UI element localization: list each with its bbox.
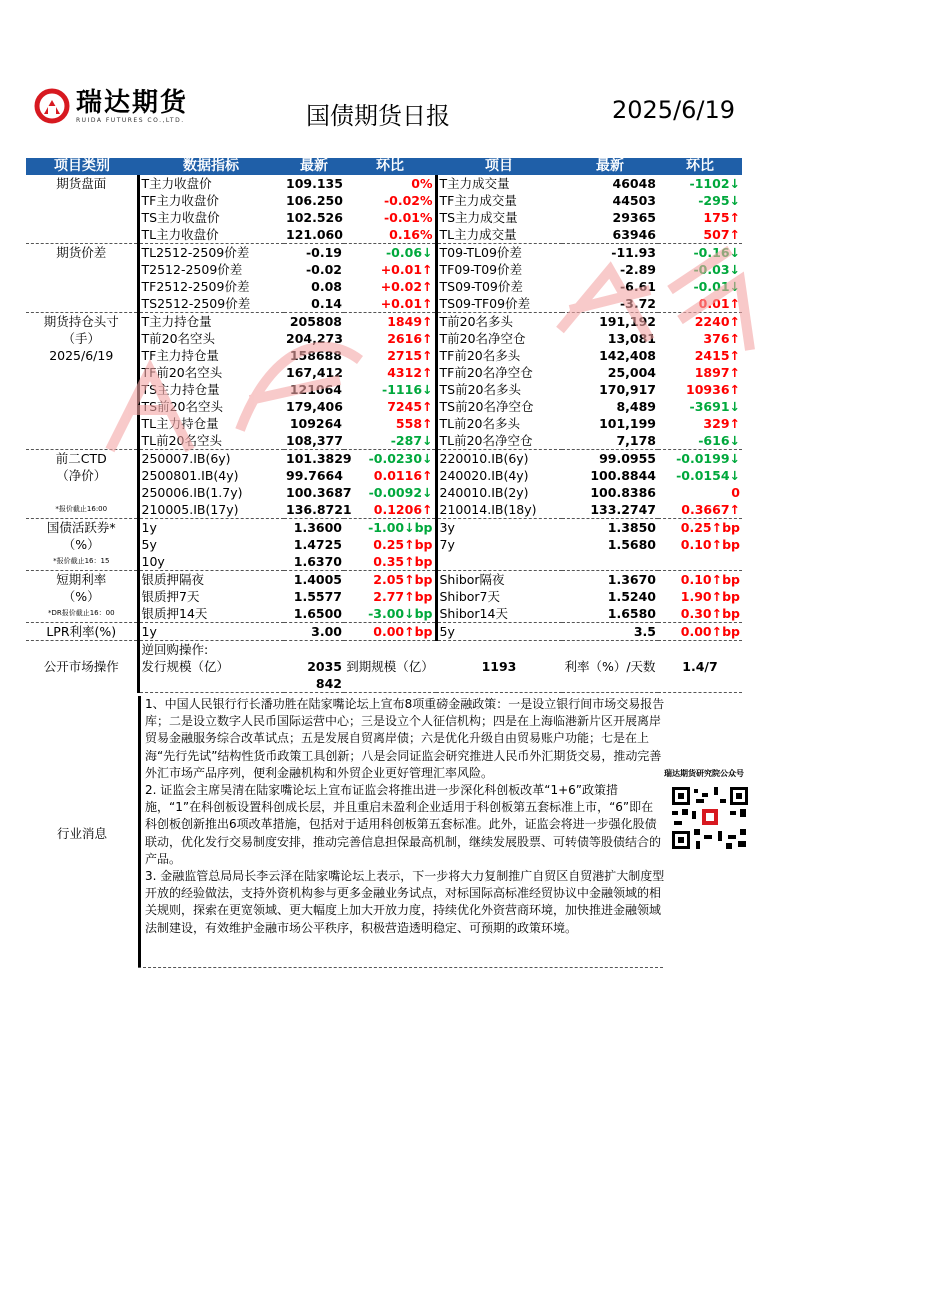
item-value: 170,917 [599, 382, 656, 397]
indicator-value: 1.4005 [293, 572, 342, 587]
indicator-change: -0.02% [383, 193, 433, 208]
header-indicator: 数据指标 [138, 158, 284, 175]
indicator-change: +0.01↑ [344, 295, 436, 313]
indicator-change: -287↓ [344, 432, 436, 450]
item-name: Shibor14天 [436, 605, 562, 623]
category-label: 公开市场操作 [43, 659, 119, 675]
table-row [26, 484, 742, 501]
indicator-change: 4312↑ [387, 365, 433, 380]
header-change-2: 环比 [658, 158, 742, 175]
indicator-name: TF前20名空头 [138, 364, 284, 381]
item-name: Shibor隔夜 [436, 571, 562, 589]
net-value: 842 [284, 675, 344, 693]
indicator-name: T主力收盘价 [138, 175, 284, 192]
table-row [26, 415, 742, 432]
indicator-change: 0.0116↑ [373, 468, 433, 483]
item-name: T主力成交量 [436, 175, 562, 192]
indicator-value: 109264 [289, 416, 342, 431]
item-change: 1897↑ [694, 365, 740, 380]
table-row [26, 261, 742, 278]
header-latest: 最新 [284, 158, 344, 175]
category-label: 短期利率 [56, 572, 107, 587]
indicator-value: 121064 [289, 382, 342, 397]
item-name: TF09-T09价差 [436, 261, 562, 278]
table-row [26, 571, 742, 589]
item-value: -2.89 [619, 262, 656, 277]
indicator-value: -0.19 [305, 245, 342, 260]
table-row [26, 398, 742, 415]
indicator-name: TS前20名空头 [138, 398, 284, 415]
category-label: 期货持仓头寸 [43, 314, 119, 329]
news-paragraph: 2. 证监会主席吴清在陆家嘴论坛上宣布证监会将推出进一步深化科创板改革“1+6”政策措施，“1”在科创板设置科创成长层，并且重启未盈利企业适用于科创板第五套标准上市，“6”即在科创板创新推出6项改革措施，包括对于适用科创板第五套标准。此外，证监会将进一步强化股债联动，优化发行交易制度安排，推动完善信息担保最高机制，继续发展股票、可转债等股债结合的产品。 [145, 783, 662, 866]
item-name: 210014.IB(18y) [436, 501, 562, 519]
header-change: 环比 [344, 158, 436, 175]
table-row [26, 175, 742, 192]
item-change [658, 553, 742, 571]
item-change: -0.0154↓ [676, 468, 740, 483]
item-name: T前20名多头 [436, 313, 562, 331]
item-change: -0.01↓ [693, 279, 740, 294]
header-latest-2: 最新 [562, 158, 658, 175]
category-cell [26, 415, 138, 432]
category-label: 国债活跃券* [46, 520, 116, 535]
item-change: 329↑ [703, 416, 740, 431]
item-change: 2415↑ [694, 348, 740, 363]
indicator-change: -1.00↓bp [368, 520, 433, 535]
category-cell [26, 484, 138, 501]
qr-code-icon [670, 785, 750, 851]
item-value: 44503 [612, 193, 656, 208]
rate-label: 利率（%）/天数 [564, 659, 656, 674]
table-row [26, 450, 742, 468]
item-value: -11.93 [611, 245, 656, 260]
indicator-name: T主力持仓量 [138, 313, 284, 331]
category-cell [26, 226, 138, 244]
table-row [26, 501, 742, 519]
item-change: -0.03↓ [693, 262, 740, 277]
item-name: 240010.IB(2y) [436, 484, 562, 501]
maturity-label: 到期规模（亿） [346, 659, 434, 674]
table-row [26, 192, 742, 209]
reverse-repo-title: 逆回购操作: [138, 641, 742, 659]
table-row [26, 623, 742, 641]
item-value: 7,178 [562, 432, 658, 450]
header-category: 项目类别 [26, 158, 138, 175]
indicator-change: 0.35↑bp [344, 553, 436, 571]
category-cell [26, 278, 138, 295]
item-value: 1.3850 [607, 520, 656, 535]
indicator-change: 0.16% [344, 226, 436, 244]
table-row [26, 381, 742, 398]
indicator-value: 136.8721 [286, 502, 352, 517]
item-change: 175↑ [703, 210, 740, 225]
indicator-change: -1116↓ [382, 382, 433, 397]
item-change: -1102↓ [689, 176, 740, 191]
table-row [26, 588, 742, 605]
item-name: TS前20名净空仓 [436, 398, 562, 415]
indicator-name: TS2512-2509价差 [138, 295, 284, 313]
item-value: 1.5680 [607, 537, 656, 552]
rate-value: 1.4/7 [682, 659, 718, 674]
indicator-value: 158688 [289, 348, 342, 363]
indicator-change: 7245↑ [387, 399, 433, 414]
item-change: -0.16↓ [693, 245, 740, 260]
item-value: 100.8844 [590, 468, 656, 483]
issue-value: 2035 [307, 659, 342, 674]
indicator-value: 179,406 [286, 399, 343, 414]
indicator-name: TF2512-2509价差 [138, 278, 284, 295]
item-change: 376↑ [703, 331, 740, 346]
table-row [26, 313, 742, 331]
indicator-value: 1.6370 [284, 553, 344, 571]
news-paragraph: 1、中国人民银行行长潘功胜在陆家嘴论坛上宣布8项重磅金融政策：一是设立银行间市场交易报告库；二是设立数字人民币国际运营中心；三是设立个人征信机构；四是在上海临港新片区开展离岸贸易金融服务综合改革试点；五是发展自贸离岸债；六是优化升级自由贸易账户功能；七是在上海“先行先试”结构性货币政策工具创新；八是会同证监会研究推进人民币外汇期货交易，推动完善外汇市场产品序列，便利金融机构和外贸企业更好管理汇率风险。 [145, 697, 665, 780]
item-name: T前20名净空仓 [436, 330, 562, 347]
table-row [26, 244, 742, 262]
item-change: 0.00↑bp [658, 623, 742, 641]
indicator-value: 1.4725 [293, 537, 342, 552]
indicator-name: TS主力持仓量 [138, 381, 284, 398]
table-header [26, 158, 742, 175]
item-value: 63946 [562, 226, 658, 244]
item-name: TL前20名净空仓 [436, 432, 562, 450]
indicator-change: +0.02↑ [380, 279, 433, 294]
logo-name-cn: 瑞达期货 [76, 87, 189, 118]
category-label: 期货盘面 [56, 176, 107, 191]
indicator-name: 5y [138, 536, 284, 553]
item-value: 1.5240 [607, 589, 656, 604]
table-row [26, 226, 742, 244]
item-change: 10936↑ [686, 382, 740, 397]
indicator-value: 99.7664 [286, 468, 343, 483]
item-change: -0.0199↓ [676, 451, 740, 466]
maturity-value: 1193 [481, 659, 517, 674]
indicator-name: 银质押7天 [138, 588, 284, 605]
indicator-change: 558↑ [395, 416, 433, 431]
item-name: 5y [436, 623, 562, 641]
category-cell [26, 381, 138, 398]
indicator-value: -0.02 [305, 262, 342, 277]
item-name: 220010.IB(6y) [436, 450, 562, 468]
qr-label: 瑞达期货研究院公众号 [664, 769, 744, 778]
item-value: 101,199 [599, 416, 656, 431]
ruida-logo-icon [34, 88, 70, 124]
table-row [26, 209, 742, 226]
item-change: 2240↑ [694, 314, 740, 329]
table-row [26, 330, 742, 347]
indicator-name: 250006.IB(1.7y) [138, 484, 284, 501]
indicator-change: 1849↑ [387, 314, 433, 329]
item-name: 3y [436, 519, 562, 537]
indicator-value: 101.3829 [286, 451, 352, 466]
indicator-name: TL主力持仓量 [138, 415, 284, 432]
indicator-name: 2500801.IB(4y) [138, 467, 284, 484]
category-label: 前二CTD [55, 451, 107, 466]
item-name: T09-TL09价差 [436, 244, 562, 262]
indicator-change: 0.25↑bp [373, 537, 433, 552]
indicator-value: 0.08 [311, 279, 342, 294]
indicator-name: TL前20名空头 [138, 432, 284, 450]
category-cell [26, 295, 138, 313]
category-label: （手） [62, 331, 100, 346]
indicator-change: 0.00↑bp [344, 623, 436, 641]
item-change: 0.10↑bp [680, 537, 740, 552]
header-item: 项目 [436, 158, 562, 175]
category-label: LPR利率(%) [26, 623, 138, 641]
indicator-name: T2512-2509价差 [138, 261, 284, 278]
item-name: TS主力成交量 [436, 209, 562, 226]
logo-name-en: RUIDA FUTURES CO.,LTD. [76, 116, 185, 124]
report-title: 国债期货日报 [306, 102, 450, 130]
table-row [26, 278, 742, 295]
indicator-value: 102.526 [286, 210, 343, 225]
indicator-change: 2.05↑bp [373, 572, 433, 587]
item-name: 7y [436, 536, 562, 553]
item-change: 0.10↑bp [680, 572, 740, 587]
indicator-value: 1.3600 [293, 520, 342, 535]
news-paragraph: 3. 金融监管总局局长李云泽在陆家嘴论坛上表示，下一步将大力复制推广自贸区自贸港扩大制度型开放的经验做法，支持外资机构参与更多金融业务试点，对标国际高标准经贸协议中金融领域的相关规则，探索在更宽领域、更大幅度上加大开放力度，持续优化外资营商环境，加快推进金融领域法制建设，有效维护金融市场公平秩序，积极营造透明稳定、可预期的政策环境。 [145, 869, 665, 935]
indicator-name: 1y [138, 623, 284, 641]
category-cell [26, 209, 138, 226]
item-name: TF前20名多头 [436, 347, 562, 364]
indicator-name: T前20名空头 [138, 330, 284, 347]
item-value: 133.2747 [562, 501, 658, 519]
category-label: （%） [62, 589, 100, 604]
indicator-name: 银质押14天 [138, 605, 284, 623]
category-cell [26, 432, 138, 450]
item-value: 13,081 [607, 331, 656, 346]
news-body [138, 696, 665, 968]
indicator-change: 2616↑ [387, 331, 433, 346]
item-name [436, 553, 562, 571]
table-row [26, 432, 742, 450]
category-label: 期货价差 [56, 245, 107, 260]
indicator-change: +0.01↑ [380, 262, 433, 277]
category-cell [26, 192, 138, 209]
table-row [26, 347, 742, 364]
indicator-value: 121.060 [286, 227, 343, 242]
item-value: -6.61 [619, 279, 656, 294]
indicator-change: 0.1206↑ [344, 501, 436, 519]
news-divider [138, 967, 663, 968]
indicator-change: -0.0092↓ [368, 485, 433, 500]
item-change: -3691↓ [689, 399, 740, 414]
net-label [138, 675, 284, 693]
indicator-value: 1.5577 [293, 589, 342, 604]
indicator-name: 250007.IB(6y) [138, 450, 284, 468]
item-value: 3.5 [562, 623, 658, 641]
indicator-change: -0.06↓ [385, 245, 433, 260]
item-name: TL主力成交量 [436, 226, 562, 244]
item-value: 1.3670 [607, 572, 656, 587]
report-date: 2025/6/19 [612, 96, 736, 124]
item-change: 0.3667↑ [658, 501, 742, 519]
table-row [26, 295, 742, 313]
item-value: 29365 [612, 210, 656, 225]
indicator-value: 167,412 [286, 365, 343, 380]
table-row [26, 553, 742, 571]
indicator-value: 1.6500 [284, 605, 344, 623]
indicator-name: TS主力收盘价 [138, 209, 284, 226]
item-change: 1.90↑bp [680, 589, 740, 604]
category-label: （净价） [56, 468, 107, 483]
table-row [26, 605, 742, 623]
table-row [26, 364, 742, 381]
indicator-change: 0% [411, 176, 433, 191]
category-cell [26, 398, 138, 415]
category-cell [26, 364, 138, 381]
indicator-name: 10y [138, 553, 284, 571]
indicator-name: 银质押隔夜 [138, 571, 284, 589]
category-note: *报价截止16:00 [26, 501, 138, 519]
indicator-change: -0.01% [383, 210, 433, 225]
indicator-name: TF主力持仓量 [138, 347, 284, 364]
table-row [26, 467, 742, 484]
indicator-change: -0.0230↓ [368, 451, 433, 466]
item-change: 0.01↑ [658, 295, 742, 313]
item-change: 507↑ [658, 226, 742, 244]
item-change: 0.30↑bp [658, 605, 742, 623]
item-name: TS前20名多头 [436, 381, 562, 398]
item-name: TF前20名净空仓 [436, 364, 562, 381]
item-value: 142,408 [599, 348, 656, 363]
category-note: *报价截止16：15 [26, 553, 138, 571]
filler [344, 675, 742, 693]
category-label: 2025/6/19 [49, 348, 114, 363]
table-row [26, 536, 742, 553]
indicator-name: TL主力收盘价 [138, 226, 284, 244]
indicator-value: 3.00 [284, 623, 344, 641]
item-value: 100.8386 [590, 485, 656, 500]
item-value: 191,192 [599, 314, 656, 329]
company-logo [34, 88, 188, 124]
item-value: 99.0955 [599, 451, 656, 466]
item-value: 25,004 [607, 365, 656, 380]
item-value [562, 553, 658, 571]
item-value: 46048 [612, 176, 656, 191]
item-name: 240020.IB(4y) [436, 467, 562, 484]
item-name: Shibor7天 [436, 588, 562, 605]
indicator-change: 2.77↑bp [373, 589, 433, 604]
category-label: （%） [62, 537, 100, 552]
table-row [26, 519, 742, 537]
category-cell [26, 261, 138, 278]
item-name: TS09-T09价差 [436, 278, 562, 295]
indicator-value: 109.135 [286, 176, 343, 191]
indicator-value: 100.3687 [286, 485, 352, 500]
item-change: 0.25↑bp [680, 520, 740, 535]
item-change: -295↓ [698, 193, 740, 208]
indicator-change: 2715↑ [387, 348, 433, 363]
news-category: 行业消息 [56, 826, 107, 841]
data-table [26, 158, 742, 693]
indicator-name: TF主力收盘价 [138, 192, 284, 209]
item-change: -616↓ [658, 432, 742, 450]
item-value: 8,489 [616, 399, 656, 414]
indicator-change: -3.00↓bp [344, 605, 436, 623]
indicator-value: 0.14 [284, 295, 344, 313]
category-note: *DR报价截止16：00 [26, 605, 138, 623]
item-value: -3.72 [562, 295, 658, 313]
indicator-name: 1y [138, 519, 284, 537]
indicator-value: 205808 [289, 314, 342, 329]
item-name: TS09-TF09价差 [436, 295, 562, 313]
indicator-name: 210005.IB(17y) [138, 501, 284, 519]
indicator-value: 106.250 [286, 193, 343, 208]
table-row [26, 641, 742, 659]
indicator-value: 108,377 [286, 433, 343, 448]
item-change: 0 [731, 485, 740, 500]
item-value: 1.6580 [562, 605, 658, 623]
issue-label: 发行规模（亿） [138, 658, 284, 675]
indicator-value: 204,273 [286, 331, 343, 346]
item-name: TF主力成交量 [436, 192, 562, 209]
indicator-name: TL2512-2509价差 [138, 244, 284, 262]
item-name: TL前20名多头 [436, 415, 562, 432]
